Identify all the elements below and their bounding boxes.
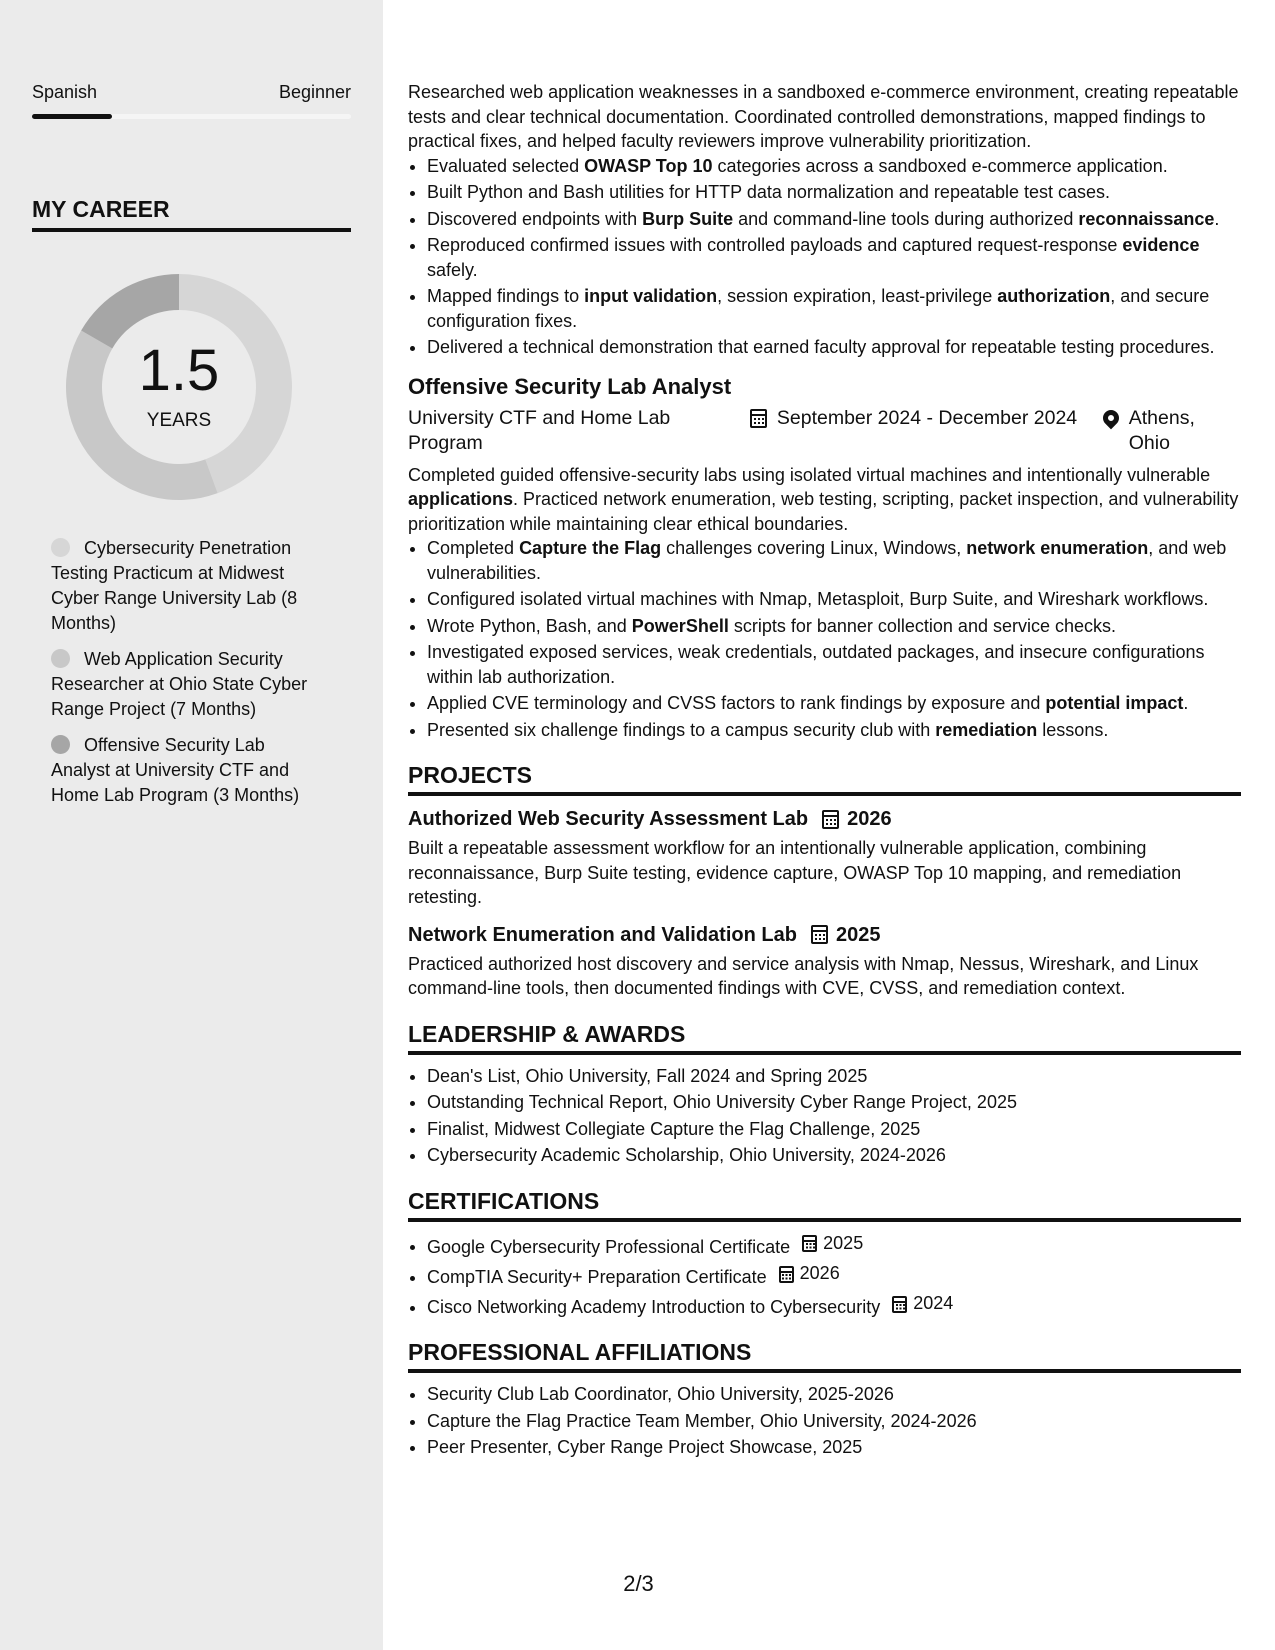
job2-bullet: • Investigated exposed services, weak credentials, outdated packages, and insecure configurations within lab authorization. — [427, 640, 1241, 689]
certifications-list — [427, 1231, 1241, 1320]
career-legend-text: Offensive Security Lab Analyst at University CTF and Home Lab Program (3 Months) — [51, 735, 300, 805]
calendar-icon — [811, 925, 828, 944]
calendar-icon — [892, 1296, 907, 1313]
affiliation-item: • Capture the Flag Practice Team Member, Ohio University, 2024-2026 — [427, 1409, 1241, 1434]
job1-bullet: • Discovered endpoints with Burp Suite and command-line tools during authorized reconnaissance. — [427, 207, 1241, 232]
certification-item — [427, 1261, 1241, 1289]
career-legend-item — [51, 536, 321, 636]
career-total-unit: YEARS — [146, 410, 212, 431]
job2-bullet: • Presented six challenge findings to a campus security club with remediation lessons. — [427, 718, 1241, 743]
language-name: Spanish — [32, 82, 98, 102]
job1-bullets — [427, 154, 1241, 360]
career-heading: MY CAREER — [32, 196, 351, 232]
leadership-item: • Finalist, Midwest Collegiate Capture the Flag Challenge, 2025 — [427, 1117, 1241, 1142]
affiliation-item: • Security Club Lab Coordinator, Ohio University, 2025-2026 — [427, 1382, 1241, 1407]
legend-dot-icon — [51, 735, 70, 754]
certification-item — [427, 1231, 1241, 1259]
job1-bullet: • Evaluated selected OWASP Top 10 categories across a sandboxed e-commerce application. — [427, 154, 1241, 179]
leadership-item: • Cybersecurity Academic Scholarship, Ohio University, 2024-2026 — [427, 1143, 1241, 1168]
job1-summary: Researched web application weaknesses in a sandboxed e-commerce environment, creating repeatable tests and clear technical documentation. Coordinated controlled demonstrations, mapped findings to practical fixes, and helped faculty reviewers improve vulnerability prioritization. — [408, 82, 1239, 151]
job1-bullet: • Reproduced confirmed issues with controlled payloads and captured request-response evidence safely. — [427, 233, 1241, 282]
career-legend-text: Cybersecurity Penetration Testing Practicum at Midwest Cyber Range University Lab (8 Months) — [51, 538, 298, 633]
job2-meta — [408, 406, 1241, 456]
certification-year: 2024 — [913, 1293, 954, 1313]
projects-heading: PROJECTS — [408, 762, 1241, 796]
leadership-item: • Dean's List, Ohio University, Fall 2024 and Spring 2025 — [427, 1064, 1241, 1089]
location-pin-icon — [1099, 406, 1122, 429]
calendar-icon — [779, 1266, 794, 1283]
affiliations-list — [427, 1382, 1241, 1460]
job2-organization: University CTF and Home Lab Program — [408, 406, 671, 454]
career-legend-item — [51, 647, 321, 722]
job2-summary: Completed guided offensive-security labs using isolated virtual machines and intentionally vulnerable applications. Practiced network enumeration, web testing, scripting, packet inspection, and vulnerability prioritization while maintaining clear ethical boundaries. — [408, 464, 1239, 534]
job2-bullet: • Completed Capture the Flag challenges covering Linux, Windows, network enumeration, and web vulnerabilities. — [427, 536, 1241, 585]
language-row — [32, 82, 351, 103]
language-proficiency-fill — [32, 114, 112, 119]
page-number — [0, 1571, 1275, 1597]
project-title: Authorized Web Security Assessment Lab — [408, 808, 809, 830]
project-description: Practiced authorized host discovery and service analysis with Nmap, Nessus, Wireshark, and Linux command-line tools, then documented findings with CVE, CVSS, and remediation context. — [408, 953, 1199, 998]
legend-dot-icon — [51, 538, 70, 557]
job2-location-text: Athens, Ohio — [1128, 406, 1195, 454]
certification-year: 2026 — [799, 1262, 840, 1283]
leadership-heading: LEADERSHIP & AWARDS — [408, 1021, 1241, 1055]
career-donut-chart — [66, 274, 292, 500]
job2-location — [1099, 406, 1241, 456]
leadership-list — [427, 1064, 1241, 1168]
job2-bullets — [427, 536, 1241, 742]
affiliation-item: • Peer Presenter, Cyber Range Project Showcase, 2025 — [427, 1435, 1241, 1460]
leadership-item: • Outstanding Technical Report, Ohio University Cyber Range Project, 2025 — [427, 1090, 1241, 1115]
job2-dates-text: September 2024 - December 2024 — [776, 406, 1078, 429]
project-year: 2026 — [847, 808, 892, 830]
project-title: Network Enumeration and Validation Lab — [408, 923, 797, 946]
certification-name: Google Cybersecurity Professional Certificate — [427, 1236, 791, 1257]
main-content — [408, 80, 1241, 1462]
project-year: 2025 — [835, 923, 881, 946]
calendar-icon — [802, 1235, 817, 1252]
certifications-heading: CERTIFICATIONS — [408, 1188, 1241, 1222]
legend-dot-icon — [51, 649, 70, 668]
sidebar — [0, 0, 383, 1650]
job2-bullet: • Configured isolated virtual machines with Nmap, Metasploit, Burp Suite, and Wireshark workflows. — [427, 587, 1241, 612]
job1-bullet: • Mapped findings to input validation, session expiration, least-privilege authorization, and secure configuration fixes. — [427, 284, 1241, 333]
language-level: Beginner — [278, 82, 351, 102]
certification-name: CompTIA Security+ Preparation Certificate — [427, 1266, 767, 1287]
page-number-text: 2/3 — [623, 1571, 654, 1596]
job2-title: Offensive Security Lab Analyst — [408, 373, 732, 399]
job2-bullet: • Applied CVE terminology and CVSS factors to rank findings by exposure and potential impact. — [427, 691, 1241, 716]
job1-bullet: • Delivered a technical demonstration that earned faculty approval for repeatable testing procedures. — [427, 335, 1241, 360]
certification-name: Cisco Networking Academy Introduction to Cybersecurity — [427, 1296, 881, 1317]
project-title-row — [408, 806, 1241, 832]
career-legend — [51, 536, 321, 819]
calendar-icon — [750, 409, 767, 428]
certification-year: 2025 — [823, 1232, 864, 1253]
project-description: Built a repeatable assessment workflow for an intentionally vulnerable application, combining reconnaissance, Burp Suite testing, evidence capture, OWASP Top 10 mapping, and remediation retesting. — [408, 838, 1182, 907]
project-title-row — [408, 922, 1241, 948]
affiliations-heading: PROFESSIONAL AFFILIATIONS — [408, 1339, 1241, 1373]
language-proficiency-bar — [32, 114, 351, 119]
calendar-icon — [822, 810, 839, 829]
career-legend-item — [51, 733, 321, 808]
certification-item — [427, 1291, 1241, 1319]
job2-bullet: • Wrote Python, Bash, and PowerShell scripts for banner collection and service checks. — [427, 614, 1241, 639]
job1-bullet: • Built Python and Bash utilities for HTTP data normalization and repeatable test cases. — [427, 180, 1241, 205]
career-total-value: 1.5 — [138, 338, 220, 403]
career-legend-text: Web Application Security Researcher at Ohio State Cyber Range Project (7 Months) — [51, 649, 308, 719]
job2-dates — [750, 406, 1099, 456]
